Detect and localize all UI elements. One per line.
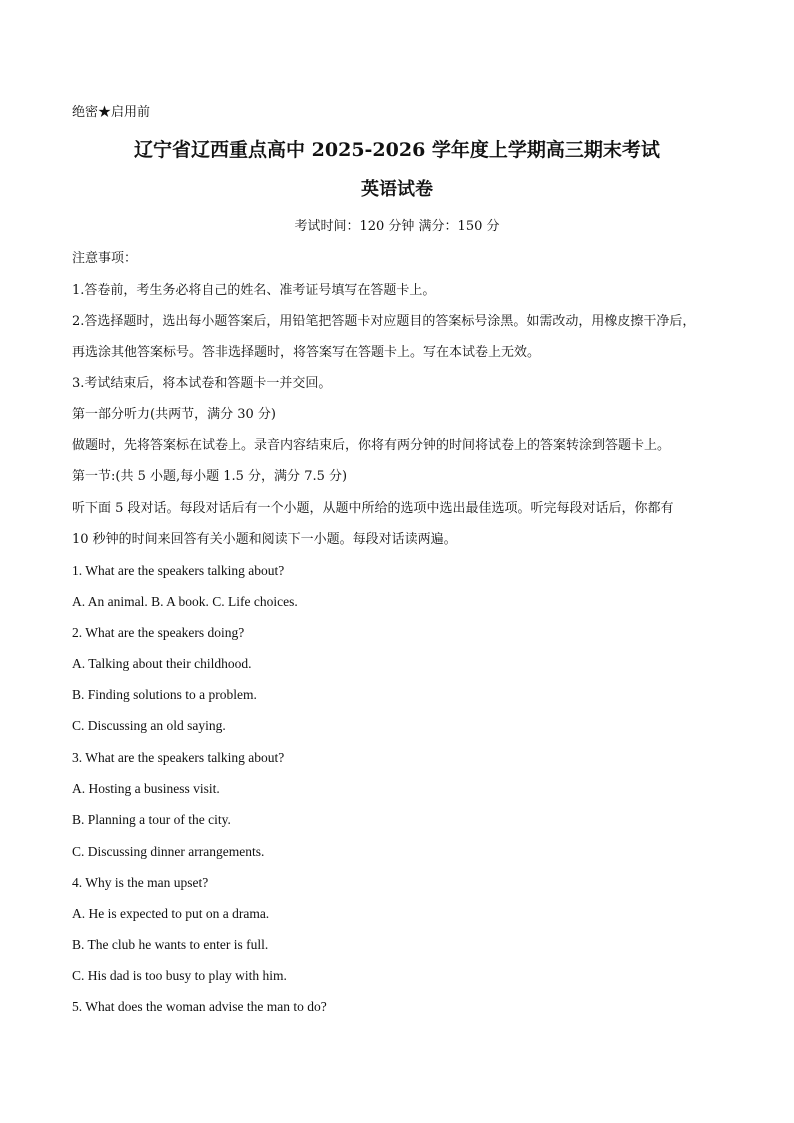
question-4-option-c: C. His dad is too busy to play with him. [72, 968, 287, 983]
notice-item-2-line-1: 2.答选择题时，选出每小题答案后，用铅笔把答题卡对应题目的答案标号涂黑。如需改动，用橡皮擦干净后， [72, 314, 696, 329]
section1-instruction-line-2: 10 秒钟的时间来回答有关小题和阅读下一小题。每段对话读两遍。 [72, 532, 457, 547]
question-2-option-b: B. Finding solutions to a problem. [72, 687, 257, 702]
confidential-mark: 绝密★启用前 [72, 105, 151, 120]
exam-title: 辽宁省辽西重点高中 2025-2026 学年度上学期高三期末考试 [134, 139, 660, 161]
question-4-option-a: A. He is expected to put on a drama. [72, 906, 270, 921]
question-3: 3. What are the speakers talking about? [72, 750, 285, 765]
question-3-option-a: A. Hosting a business visit. [72, 781, 220, 796]
section1-instruction-line-1: 听下面 5 段对话。每段对话后有一个小题，从题中所给的选项中选出最佳选项。听完每段对话后，你都有 [72, 501, 674, 516]
section1-heading: 第一节:(共 5 小题,每小题 1.5 分，满分 7.5 分) [72, 469, 348, 484]
question-2-option-a: A. Talking about their childhood. [72, 656, 252, 671]
notice-item-1: 1.答卷前，考生务必将自己的姓名、准考证号填写在答题卡上。 [72, 283, 436, 298]
question-4-option-b: B. The club he wants to enter is full. [72, 937, 269, 952]
part1-heading: 第一部分听力(共两节，满分 30 分) [72, 407, 276, 422]
notice-item-3: 3.考试结束后，将本试卷和答题卡一并交回。 [72, 376, 332, 391]
notice-item-2-line-2: 再选涂其他答案标号。答非选择题时，将答案写在答题卡上。写在本试卷上无效。 [72, 345, 541, 360]
notice-heading: 注意事项： [72, 251, 138, 266]
question-1-options: A. An animal. B. A book. C. Life choices. [72, 594, 298, 609]
part1-instruction: 做题时，先将答案标在试卷上。录音内容结束后，你将有两分钟的时间将试卷上的答案转涂到答题卡上。 [72, 438, 671, 453]
question-2-option-c: C. Discussing an old saying. [72, 718, 226, 733]
question-2: 2. What are the speakers doing? [72, 625, 245, 640]
question-1: 1. What are the speakers talking about? [72, 563, 285, 578]
question-3-option-b: B. Planning a tour of the city. [72, 812, 231, 827]
exam-subtitle: 英语试卷 [361, 179, 433, 200]
question-3-option-c: C. Discussing dinner arrangements. [72, 844, 265, 859]
question-4: 4. Why is the man upset? [72, 875, 209, 890]
question-5: 5. What does the woman advise the man to do? [72, 999, 327, 1014]
exam-info: 考试时间：120 分钟 满分：150 分 [294, 219, 500, 234]
